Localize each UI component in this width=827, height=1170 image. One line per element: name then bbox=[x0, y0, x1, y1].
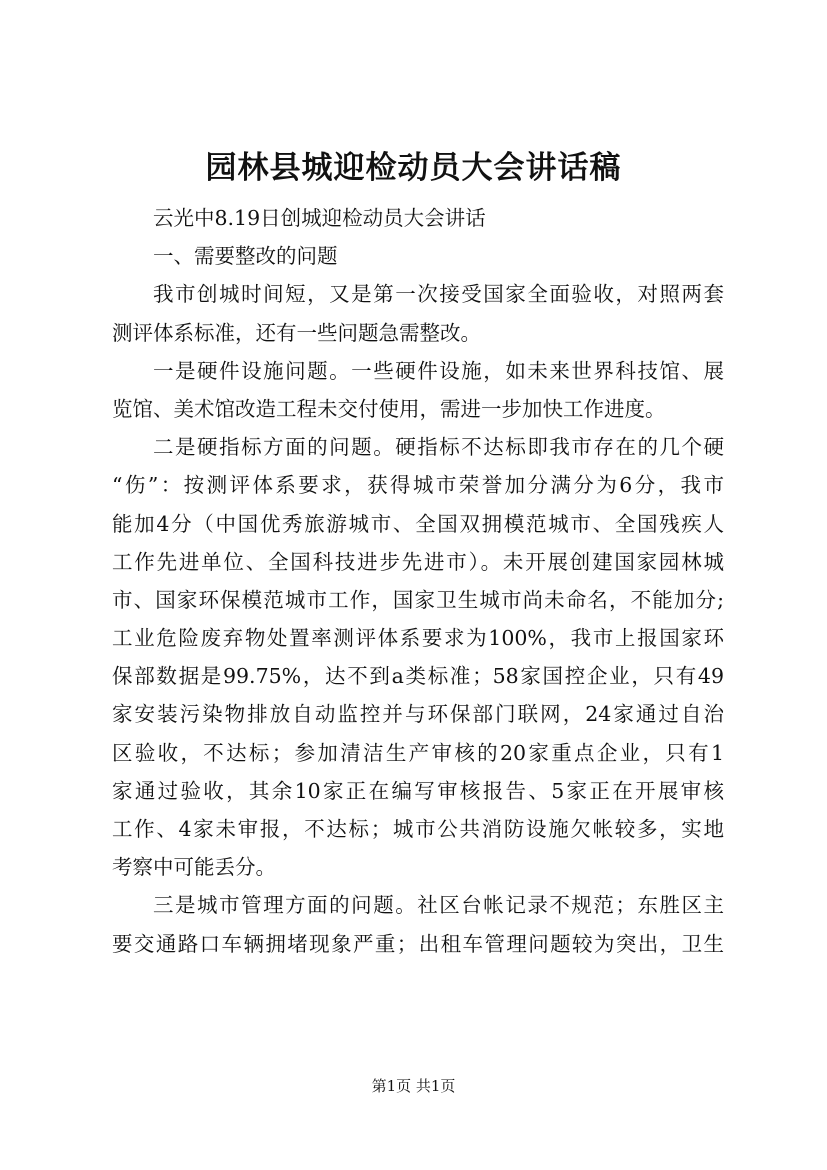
text-line-20: 要交通路口车辆拥堵现象严重；出租车管理问题较为突出，卫生 bbox=[112, 931, 724, 956]
text-line-18: 考察中可能丢分。 bbox=[112, 855, 276, 880]
text-line-19: 三是城市管理方面的问题。社区台帐记录不规范；东胜区主 bbox=[153, 893, 724, 918]
text-line-4: 测评体系标准，还有一些问题急需整改。 bbox=[112, 320, 481, 345]
document-title: 园林县城迎检动员大会讲话稿 bbox=[205, 150, 622, 186]
text-line-3: 我市创城时间短，又是第一次接受国家全面验收，对照两套 bbox=[153, 282, 724, 307]
text-line-6: 览馆、美术馆改造工程未交付使用，需进一步加快工作进度。 bbox=[112, 396, 666, 421]
text-line-17: 工作、4家未审报，不达标；城市公共消防设施欠帐较多，实地 bbox=[112, 817, 724, 841]
text-line-11: 市、国家环保模范城市工作，国家卫生城市尚未命名，不能加分; bbox=[112, 587, 724, 612]
text-line-13: 保部数据是99.75%，达不到a类标准；58家国控企业，只有49 bbox=[112, 664, 724, 689]
document-body bbox=[112, 199, 724, 963]
text-line-12: 工业危险废弃物处置率测评体系要求为100%，我市上报国家环 bbox=[112, 626, 724, 651]
text-line-5: 一是硬件设施问题。一些硬件设施，如未来世界科技馆、展 bbox=[153, 358, 724, 383]
text-line-10: 工作先进单位、全国科技进步先进市）。未开展创建国家园林城 bbox=[112, 549, 724, 574]
text-line-14: 家安装污染物排放自动监控并与环保部门联网，24家通过自治 bbox=[112, 702, 724, 727]
text-line-15: 区验收，不达标；参加清洁生产审核的20家重点企业，只有1 bbox=[112, 740, 724, 765]
page-footer: 第1页 共1页 bbox=[371, 1077, 456, 1095]
text-line-8: “伤”：按测评体系要求，获得城市荣誉加分满分为6分，我市 bbox=[112, 473, 724, 498]
text-line-1: 云光中8.19日创城迎检动员大会讲话 bbox=[153, 206, 486, 230]
text-line-9: 能加4分（中国优秀旅游城市、全国双拥模范城市、全国残疾人 bbox=[112, 511, 724, 536]
text-line-7: 二是硬指标方面的问题。硬指标不达标即我市存在的几个硬 bbox=[153, 435, 724, 460]
text-line-2: 一、需要整改的问题 bbox=[153, 244, 338, 269]
text-line-16: 家通过验收，其余10家正在编写审核报告、5家正在开展审核 bbox=[112, 778, 724, 803]
